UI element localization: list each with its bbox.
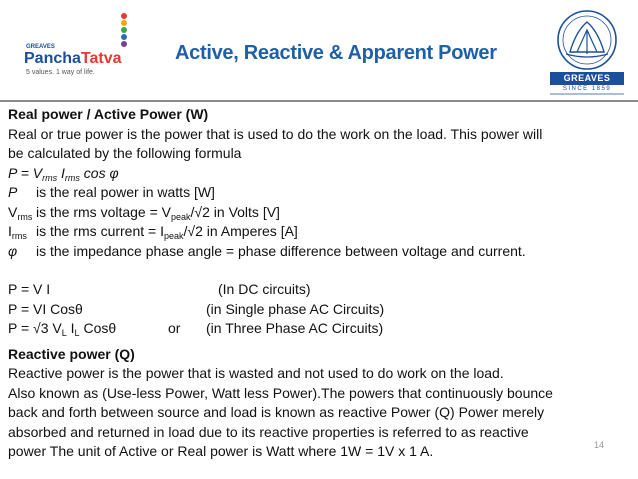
three-c: Cosθ (79, 320, 117, 336)
def-v-text-a: is the rms voltage = V (36, 203, 172, 220)
greaves-logo (548, 8, 626, 96)
slide-body (8, 105, 633, 462)
real-power-formula (8, 164, 633, 184)
spacer (8, 261, 633, 280)
formula-p: P (8, 164, 17, 181)
header-divider (0, 100, 638, 102)
three-or: or (168, 320, 181, 336)
def-v-symbol: V (8, 203, 18, 220)
def-i-peak: peak (163, 231, 184, 241)
three-a: P = √3 V (8, 320, 62, 336)
def-i-text-b: /√2 in Amperes [A] (183, 223, 298, 239)
def-i-sub: rms (11, 231, 27, 241)
reactive-line1: Reactive power is the power that is wasted and not used to do work on the load. (8, 365, 504, 381)
three-sub1: L (61, 328, 67, 338)
three-sub2: L (74, 328, 80, 338)
reactive-power-heading: Reactive power (Q) (8, 345, 135, 362)
formula-cos: cos φ (79, 164, 119, 181)
greaves-since: SINCE 1859 (562, 86, 612, 92)
formula-i-sub: rms (64, 172, 80, 183)
greaves-small-label: GREAVES (26, 44, 55, 50)
three-note: (in Three Phase AC Circuits) (206, 320, 384, 336)
panchatatva-wordmark (24, 50, 122, 68)
def-v-text-b: /√2 in Volts [V] (190, 203, 280, 220)
reactive-line4: absorbed and returned in load due to its reactive properties is referred to as reactive (8, 423, 529, 440)
single-note: (in Single phase AC Circuits) (206, 300, 385, 317)
reactive-line5: power The unit of Active or Real power is Watt where 1W = 1V x 1 A. (8, 443, 434, 459)
real-power-para-line2: be calculated by the following formula (8, 145, 242, 161)
pancha-text: Pancha (24, 50, 81, 67)
formula-three-phase (8, 319, 633, 339)
slide-title: Active, Reactive & Apparent Power (175, 42, 497, 64)
dc-formula: P = V I (8, 281, 51, 297)
single-formula: P = VI Cosθ (8, 300, 83, 317)
definition-i (8, 222, 633, 242)
reactive-line2: Also known as (Use-less Power, Watt less Power).The powers that continuously bounce (8, 384, 553, 401)
dc-note: (In DC circuits) (218, 281, 311, 297)
three-b: I (66, 320, 75, 336)
greaves-name: GREAVES (563, 73, 611, 83)
def-phi-text: is the impedance phase angle = phase difference between voltage and current. (36, 242, 526, 259)
formula-single-phase (8, 300, 633, 320)
definition-phi (8, 242, 633, 262)
panchatatva-tagline: 5 values. 1 way of life. (26, 69, 95, 76)
real-power-para-line1: Real or true power is the power that is used to do the work on the load. This power will (8, 125, 543, 142)
reactive-line3: back and forth between source and load is known as reactive Power (Q) Power merely (8, 404, 545, 420)
formula-i: I (57, 164, 65, 181)
def-i-symbol: I (8, 223, 12, 239)
formula-dc (8, 280, 633, 300)
def-v-peak: peak (171, 211, 191, 222)
formula-v: V (32, 164, 43, 181)
def-p-text: is the real power in watts [W] (36, 184, 215, 200)
definition-p (8, 183, 633, 203)
definition-v (8, 203, 633, 223)
slide-header (0, 0, 638, 98)
real-power-heading: Real power / Active Power (W) (8, 106, 209, 122)
def-v-sub: rms (17, 211, 33, 222)
page-number: 14 (594, 440, 605, 450)
def-phi-symbol: φ (8, 242, 18, 259)
formula-eq: = (16, 164, 33, 181)
def-i-text-a: is the rms current = I (36, 223, 164, 239)
panchatatva-logo (24, 10, 174, 80)
tatva-text: Tatva (80, 50, 122, 67)
formula-v-sub: rms (42, 172, 58, 183)
def-p-symbol: P (8, 184, 18, 200)
